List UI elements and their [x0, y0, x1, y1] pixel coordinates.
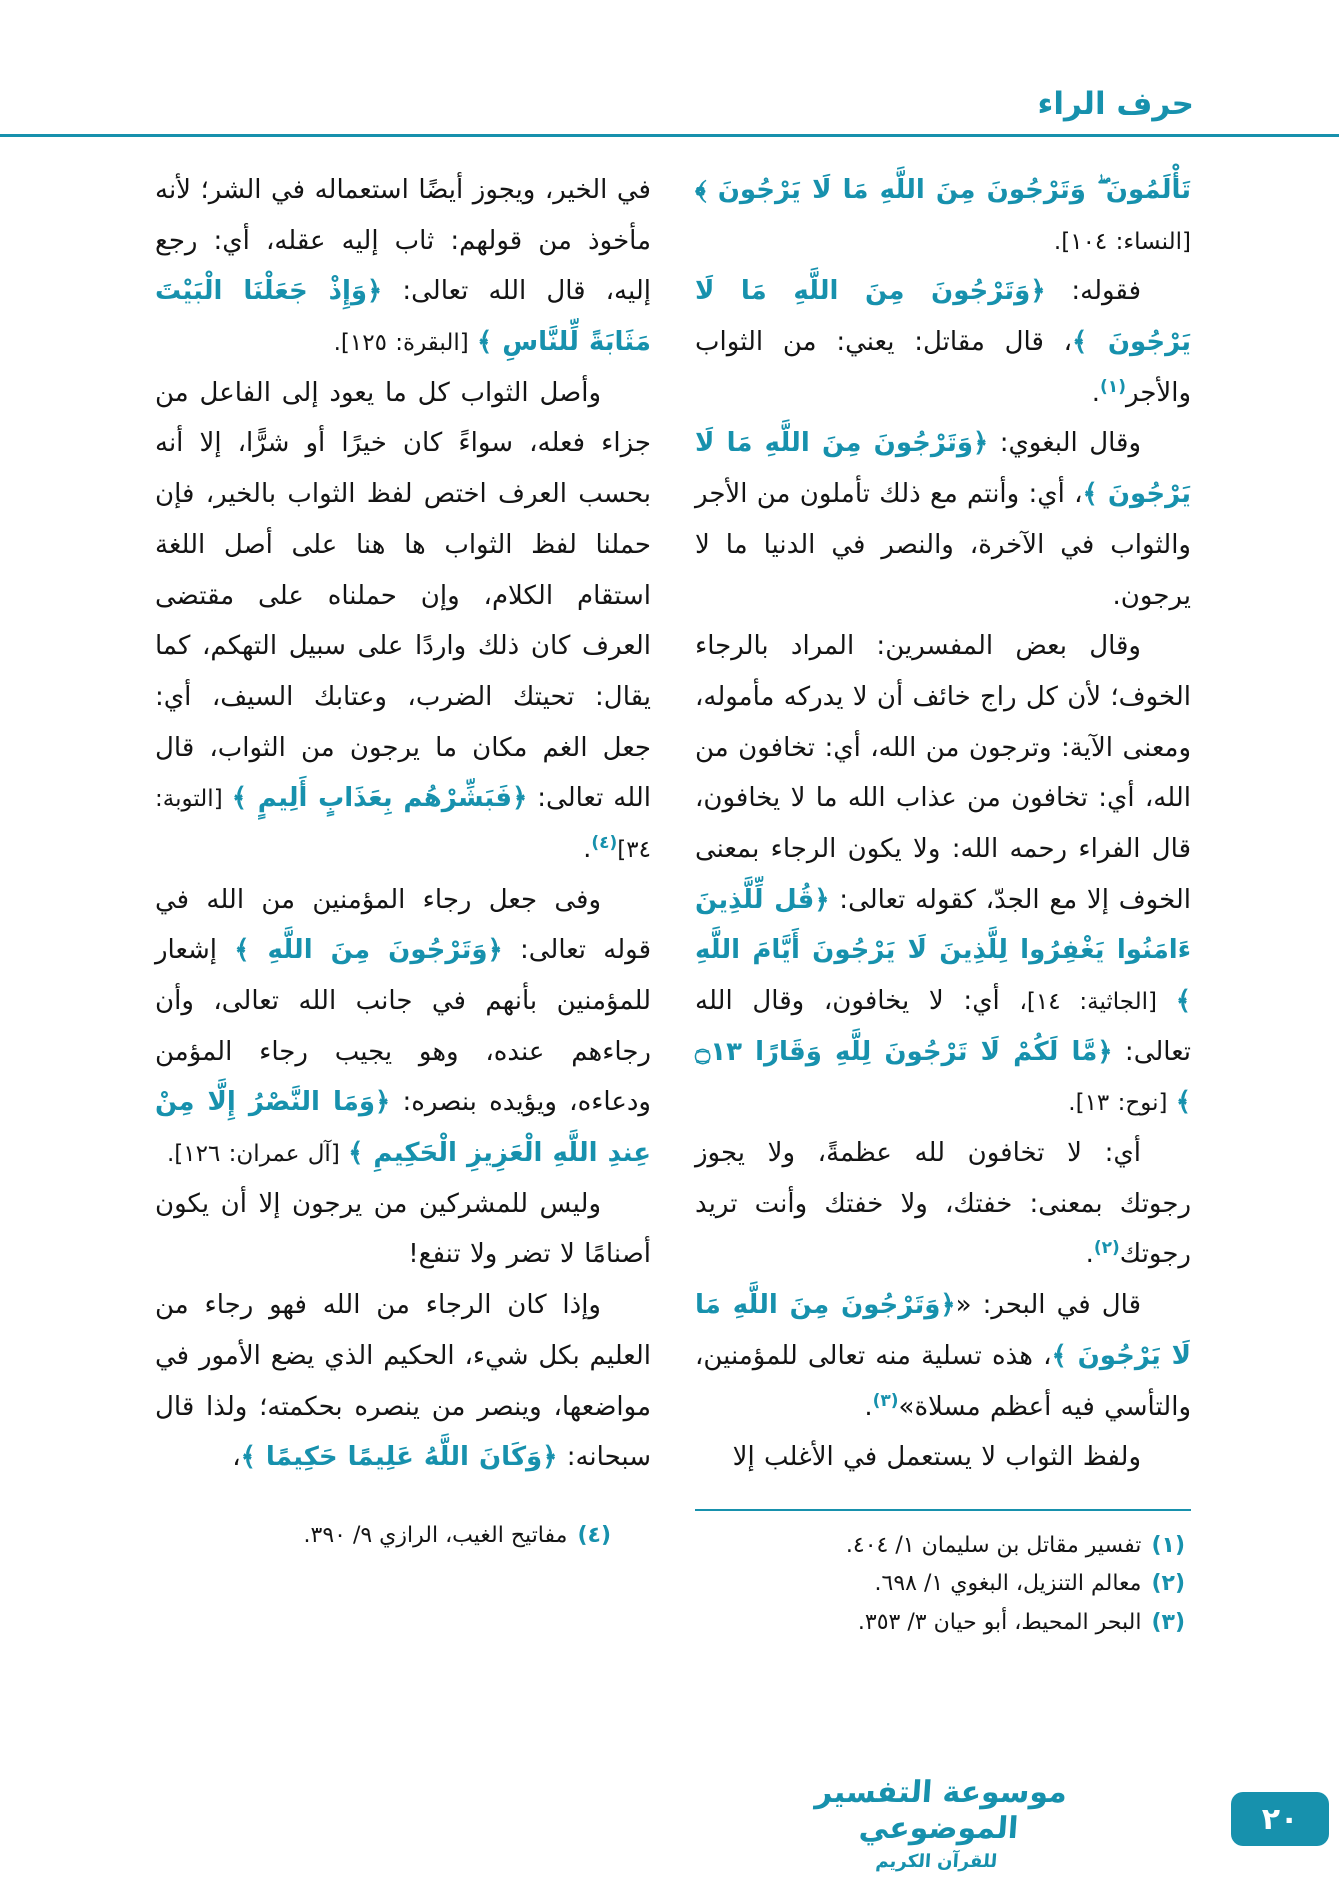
footnote — [695, 1527, 1185, 1566]
body-text: أي: لا تخافون لله عظمةً، ولا يجوز رجوتك بمعنى: خفتك، ولا خفتك وأنت تريد رجوتك — [695, 1138, 1191, 1270]
footnote-text: تفسير مقاتل بن سليمان ١/ ٤٠٤. — [845, 1532, 1142, 1558]
quran-verse: ﴿وَتَرْجُونَ مِنَ اللَّهِ مَا لَا يَرْجُونَ ﴾ — [695, 428, 1192, 510]
paragraph — [155, 1179, 651, 1280]
footnote-text: البحر المحيط، أبو حيان ٣/ ٣٥٣. — [857, 1609, 1142, 1635]
footnote-ref: (٤) — [591, 832, 618, 853]
footnote-ref: (٢) — [1093, 1238, 1120, 1259]
body-text: . — [1091, 377, 1101, 408]
page-footer — [0, 1740, 1339, 1890]
page-number: ٢٠ — [1261, 1801, 1299, 1837]
paragraph — [155, 368, 651, 875]
footnote — [695, 1565, 1185, 1604]
footnote-ref: (١) — [1100, 376, 1126, 397]
column-right — [695, 165, 1191, 1642]
footnote-number: (١) — [1151, 1532, 1185, 1558]
body-text: في الخير، ويجوز أيضًا استعماله في الشر؛ لأنه مأخوذ من قولهم: ثاب إليه عقله، أي: رجع إليه، قال الله تعالى: — [155, 175, 651, 307]
body-text: ، أي: وأنتم مع ذلك تأملون من الأجر والثواب في الآخرة، والنصر في الدنيا ما لا يرجون. — [695, 479, 1191, 611]
body-text: . — [583, 833, 592, 864]
page-body — [0, 137, 1339, 1642]
paragraph — [695, 1128, 1191, 1280]
page-number-badge — [1231, 1792, 1329, 1846]
verse-citation: [التوبة: ٣٤] — [155, 786, 651, 863]
paragraph — [155, 875, 651, 1179]
footnote-separator — [695, 1509, 1191, 1511]
footnote-text: معالم التنزيل، البغوي ١/ ٦٩٨. — [874, 1571, 1142, 1597]
footnote — [155, 1517, 611, 1556]
paragraph — [695, 418, 1191, 621]
verse-citation: [نوح: ١٣]. — [1068, 1090, 1176, 1117]
paragraph — [155, 165, 651, 368]
publisher-logo-subtitle: للقرآن الكريم — [874, 1851, 998, 1872]
body-text: وقال البغوي: — [988, 428, 1142, 459]
paragraph — [695, 165, 1191, 266]
column-left-paragraphs — [155, 165, 651, 1483]
chapter-title: حرف الراء — [1037, 86, 1194, 122]
column-left-footnotes — [155, 1517, 651, 1556]
body-text: وأصل الثواب كل ما يعود إلى الفاعل من جزاء فعله، سواءً كان خيرًا أو شرًّا، إلا أنه بحسب العرف اختص لفظ الثواب بالخير، فإن حملنا لفظ الثواب ها هنا على أصل اللغة استقام الكلام، وإن حملناه على مقتضى العرف كان ذلك واردًا على سبيل التهكم، كما يقال: تحيتك الضرب، وعتابك السيف، أي: جعل الغم مكان ما يرجون من الثواب، قال الله تعالى: — [155, 377, 651, 814]
quran-verse: ﴿قُل لِّلَّذِينَ ءَامَنُوا يَغْفِرُوا لِلَّذِينَ لَا يَرْجُونَ أَيَّامَ اللَّهِ ﴾ — [695, 884, 1191, 1016]
quran-verse: ﴿وَكَانَ اللَّهُ عَلِيمًا حَكِيمًا ﴾ — [240, 1442, 558, 1473]
body-text: . — [1085, 1239, 1094, 1270]
verse-citation: [النساء: ١٠٤]. — [1053, 228, 1191, 255]
column-right-paragraphs — [695, 165, 1191, 1483]
body-text: ، هذه تسلية منه تعالى للمؤمنين، والتأسي فيه أعظم مسلاة» — [695, 1340, 1191, 1422]
quran-verse: ﴿وَتَرْجُونَ مِنَ اللَّهِ ﴾ — [234, 935, 503, 966]
body-text: وفى جعل رجاء المؤمنين من الله في قوله تعالى: — [155, 884, 651, 966]
quran-verse: ﴿وَتَرْجُونَ مِنَ اللَّهِ مَا لَا يَرْجُونَ ﴾ — [695, 276, 1191, 358]
body-text: ولفظ الثواب لا يستعمل في الأغلب إلا — [732, 1442, 1141, 1473]
footnote-ref: (٣) — [872, 1390, 899, 1411]
publisher-logo — [771, 1775, 1108, 1872]
body-text: فقوله: — [1045, 276, 1142, 307]
quran-verse: ﴿مَّا لَكُمْ لَا تَرْجُونَ لِلَّهِ وَقَارًا ۝١٣ ﴾ — [695, 1036, 1191, 1118]
quran-verse: تَأْلَمُونَ ۖ وَتَرْجُونَ مِنَ اللَّهِ مَا لَا يَرْجُونَ ﴾ — [695, 175, 1191, 205]
page-header — [0, 0, 1339, 134]
verse-citation: [البقرة: ١٢٥]. — [333, 330, 478, 357]
footnote-number: (٢) — [1151, 1571, 1185, 1597]
paragraph — [695, 1280, 1191, 1432]
quran-verse: ﴿وَتَرْجُونَ مِنَ اللَّهِ مَا لَا يَرْجُونَ ﴾ — [695, 1290, 1191, 1371]
body-text: أي: لا يخافون، وقال الله تعالى: — [695, 986, 1191, 1067]
body-text: وقال بعض المفسرين: المراد بالرجاء الخوف؛ لأن كل راج خائف أن لا يدركه مأموله، ومعنى الآية: وترجون من الله، أي: تخافون من الله، أي: تخافون من عذاب الله ما لا يخافون، قال الفراء رحمه الله: ولا يكون الرجاء بمعنى الخوف إلا مع الجدّ، كقوله تعالى: — [695, 631, 1192, 915]
body-text: وإذا كان الرجاء من الله فهو رجاء من العليم بكل شيء، الحكيم الذي يضع الأمور في مواضعها، وينصر من ينصره بحكمته؛ ولذا قال سبحانه: — [155, 1290, 651, 1473]
footnote — [695, 1604, 1185, 1643]
quran-verse: ﴿وَإِذْ جَعَلْنَا الْبَيْتَ مَثَابَةً لِّلنَّاسِ ﴾ — [155, 276, 651, 358]
column-right-footnotes — [695, 1527, 1191, 1643]
paragraph — [695, 1432, 1191, 1483]
body-text: ، — [232, 1442, 241, 1473]
quran-verse: ﴿وَمَا النَّصْرُ إِلَّا مِنْ عِندِ اللَّهِ الْعَزِيزِ الْحَكِيمِ ﴾ — [155, 1087, 651, 1169]
column-left — [155, 165, 651, 1555]
paragraph — [695, 266, 1191, 418]
body-text: . — [864, 1391, 873, 1422]
publisher-logo-title: موسوعة التفسير الموضوعي — [814, 1775, 1069, 1846]
footnote-number: (٣) — [1151, 1609, 1185, 1635]
body-text: ، قال مقاتل: يعني: من الثواب والأجر — [695, 327, 1191, 408]
quran-verse: ﴿فَبَشِّرْهُم بِعَذَابٍ أَلِيمٍ ﴾ — [231, 783, 528, 814]
verse-citation: [الجاثية: ١٤]، — [1019, 989, 1176, 1015]
footnote-text: مفاتيح الغيب، الرازي ٩/ ٣٩٠. — [303, 1522, 568, 1548]
body-text: وليس للمشركين من يرجون إلا أن يكون أصنامًا لا تضر ولا تنفع! — [155, 1188, 651, 1270]
paragraph — [695, 621, 1191, 1128]
paragraph — [155, 1280, 651, 1483]
body-text: قال في البحر: « — [955, 1290, 1141, 1321]
body-text: إشعار للمؤمنين بأنهم في جانب الله تعالى، وأن رجاءهم عنده، وهو يجيب رجاء المؤمن ودعاءه، ويؤيده بنصره: — [155, 935, 651, 1118]
verse-citation: [آل عمران: ١٢٦]. — [167, 1141, 349, 1168]
footnote-number: (٤) — [577, 1522, 611, 1548]
